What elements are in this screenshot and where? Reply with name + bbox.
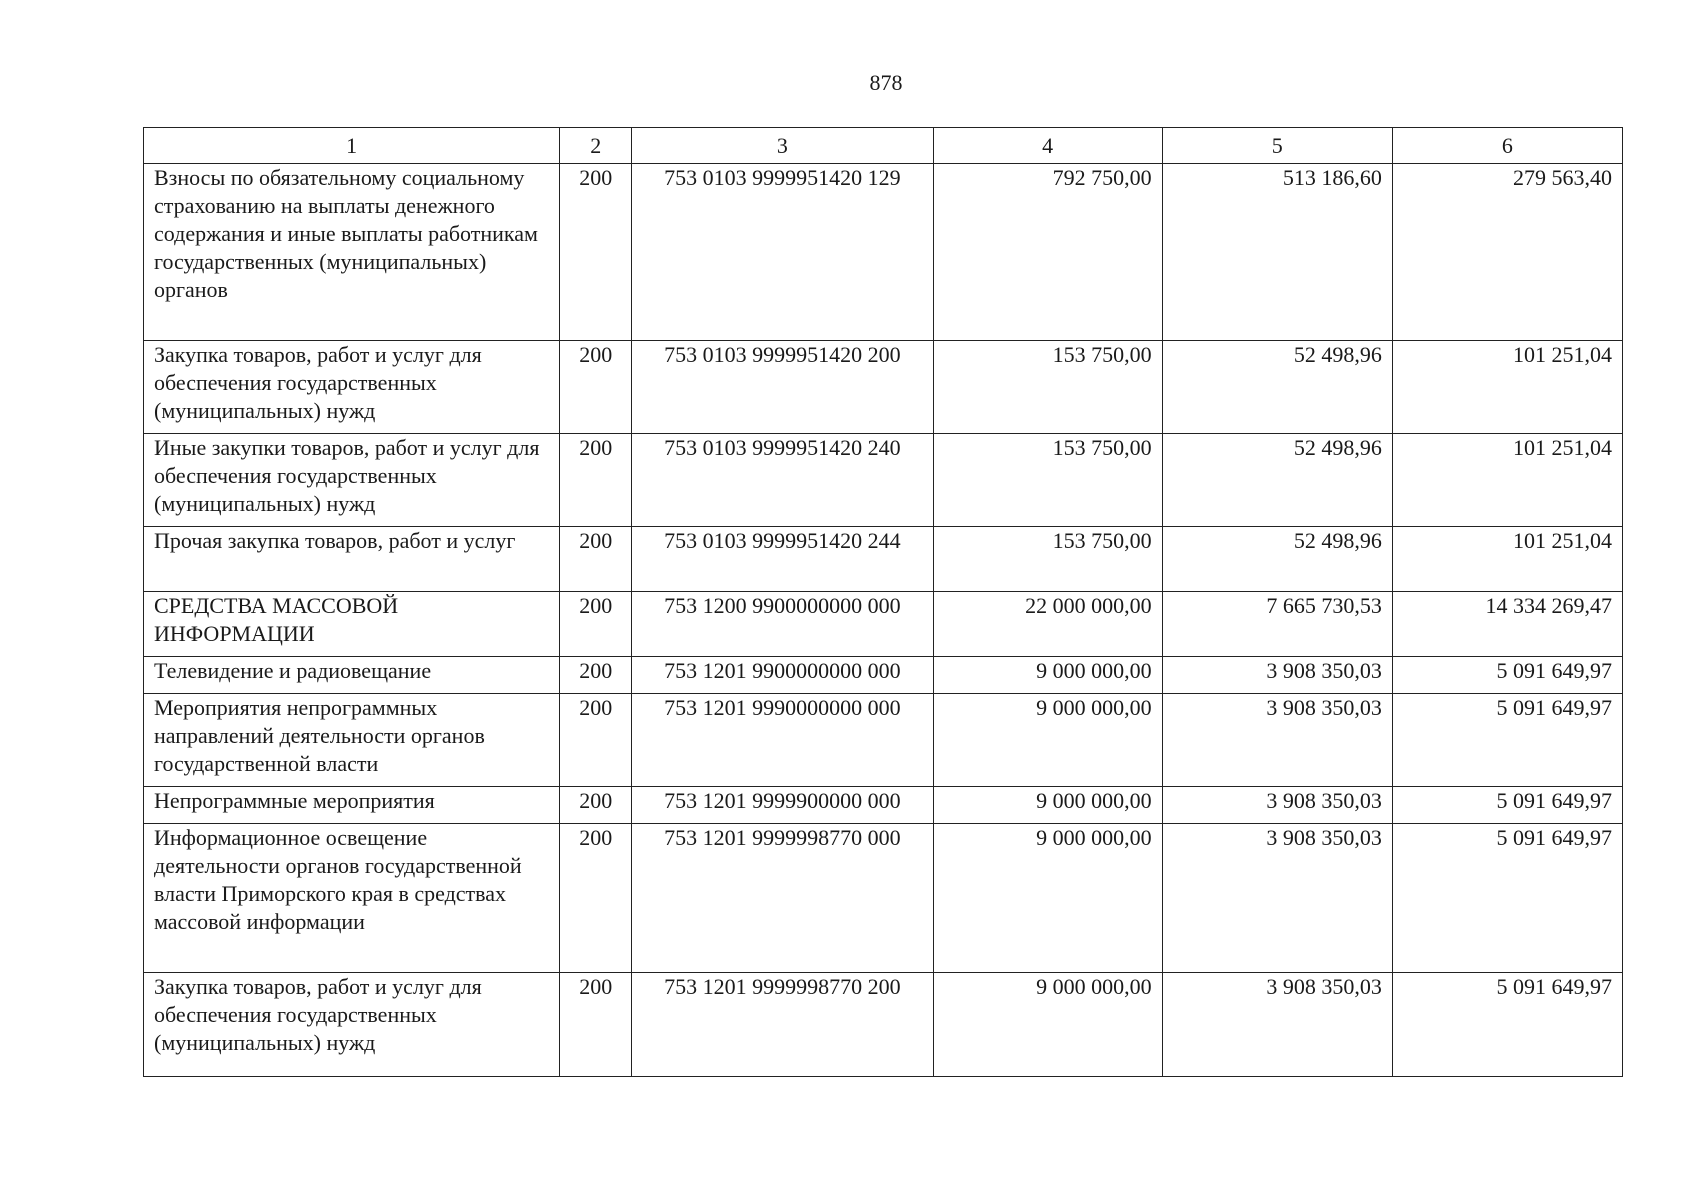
row-value-5: 3 908 350,03 bbox=[1162, 973, 1392, 1077]
row-line-code: 200 bbox=[560, 527, 632, 592]
row-name: Непрограммные мероприятия bbox=[144, 787, 560, 824]
table-row bbox=[144, 592, 1623, 657]
row-name: Прочая закупка товаров, работ и услуг bbox=[144, 527, 560, 592]
row-name: СРЕДСТВА МАССОВОЙ ИНФОРМАЦИИ bbox=[144, 592, 560, 657]
row-budget-code: 753 0103 9999951420 244 bbox=[632, 527, 933, 592]
table-row bbox=[144, 434, 1623, 527]
row-value-6: 101 251,04 bbox=[1392, 434, 1622, 527]
row-value-4: 9 000 000,00 bbox=[933, 824, 1162, 973]
row-name: Информационное освещение деятельности органов государственной власти Приморского края в средствах массовой информации bbox=[144, 824, 560, 973]
row-budget-code: 753 1201 9900000000 000 bbox=[632, 657, 933, 694]
row-name: Телевидение и радиовещание bbox=[144, 657, 560, 694]
table-row bbox=[144, 973, 1623, 1077]
row-line-code: 200 bbox=[560, 824, 632, 973]
row-value-5: 3 908 350,03 bbox=[1162, 694, 1392, 787]
row-value-5: 3 908 350,03 bbox=[1162, 657, 1392, 694]
column-header-3: 3 bbox=[632, 128, 933, 164]
row-name: Мероприятия непрограммных направлений деятельности органов государственной власти bbox=[144, 694, 560, 787]
row-budget-code: 753 1201 9999998770 000 bbox=[632, 824, 933, 973]
column-header-1: 1 bbox=[144, 128, 560, 164]
row-value-5: 7 665 730,53 bbox=[1162, 592, 1392, 657]
row-value-6: 101 251,04 bbox=[1392, 527, 1622, 592]
row-line-code: 200 bbox=[560, 973, 632, 1077]
row-value-4: 9 000 000,00 bbox=[933, 787, 1162, 824]
row-budget-code: 753 1200 9900000000 000 bbox=[632, 592, 933, 657]
row-value-4: 153 750,00 bbox=[933, 341, 1162, 434]
row-value-6: 5 091 649,97 bbox=[1392, 973, 1622, 1077]
row-value-4: 9 000 000,00 bbox=[933, 694, 1162, 787]
column-header-5: 5 bbox=[1162, 128, 1392, 164]
table-row bbox=[144, 341, 1623, 434]
row-value-6: 5 091 649,97 bbox=[1392, 787, 1622, 824]
page-number: 878 bbox=[869, 70, 903, 95]
row-line-code: 200 bbox=[560, 434, 632, 527]
row-budget-code: 753 1201 9999998770 200 bbox=[632, 973, 933, 1077]
table-row bbox=[144, 527, 1623, 592]
table-row bbox=[144, 787, 1623, 824]
row-value-4: 792 750,00 bbox=[933, 164, 1162, 341]
row-name: Закупка товаров, работ и услуг для обеспечения государственных (муниципальных) нужд bbox=[144, 341, 560, 434]
table-row bbox=[144, 694, 1623, 787]
row-name: Закупка товаров, работ и услуг для обеспечения государственных (муниципальных) нужд bbox=[144, 973, 560, 1077]
row-budget-code: 753 0103 9999951420 200 bbox=[632, 341, 933, 434]
row-line-code: 200 bbox=[560, 694, 632, 787]
row-value-4: 22 000 000,00 bbox=[933, 592, 1162, 657]
column-header-6: 6 bbox=[1392, 128, 1622, 164]
row-name: Иные закупки товаров, работ и услуг для обеспечения государственных (муниципальных) нужд bbox=[144, 434, 560, 527]
row-budget-code: 753 0103 9999951420 129 bbox=[632, 164, 933, 341]
table-row bbox=[144, 657, 1623, 694]
row-value-5: 513 186,60 bbox=[1162, 164, 1392, 341]
row-name: Взносы по обязательному социальному страхованию на выплаты денежного содержания и иные выплаты работникам государственных (муниципальных) органов bbox=[144, 164, 560, 341]
table-row bbox=[144, 164, 1623, 341]
row-value-5: 3 908 350,03 bbox=[1162, 824, 1392, 973]
row-value-4: 153 750,00 bbox=[933, 434, 1162, 527]
row-budget-code: 753 1201 9990000000 000 bbox=[632, 694, 933, 787]
row-value-5: 52 498,96 bbox=[1162, 341, 1392, 434]
row-value-4: 9 000 000,00 bbox=[933, 657, 1162, 694]
row-value-6: 5 091 649,97 bbox=[1392, 694, 1622, 787]
column-header-4: 4 bbox=[933, 128, 1162, 164]
table-header-row bbox=[144, 128, 1623, 164]
row-value-6: 5 091 649,97 bbox=[1392, 824, 1622, 973]
row-value-6: 14 334 269,47 bbox=[1392, 592, 1622, 657]
column-header-2: 2 bbox=[560, 128, 632, 164]
row-line-code: 200 bbox=[560, 341, 632, 434]
row-value-5: 3 908 350,03 bbox=[1162, 787, 1392, 824]
row-value-6: 101 251,04 bbox=[1392, 341, 1622, 434]
row-line-code: 200 bbox=[560, 787, 632, 824]
row-budget-code: 753 0103 9999951420 240 bbox=[632, 434, 933, 527]
row-value-4: 9 000 000,00 bbox=[933, 973, 1162, 1077]
row-budget-code: 753 1201 9999900000 000 bbox=[632, 787, 933, 824]
row-line-code: 200 bbox=[560, 592, 632, 657]
row-value-6: 279 563,40 bbox=[1392, 164, 1622, 341]
row-value-5: 52 498,96 bbox=[1162, 434, 1392, 527]
budget-table bbox=[143, 127, 1623, 1077]
row-value-5: 52 498,96 bbox=[1162, 527, 1392, 592]
row-line-code: 200 bbox=[560, 657, 632, 694]
row-value-6: 5 091 649,97 bbox=[1392, 657, 1622, 694]
row-line-code: 200 bbox=[560, 164, 632, 341]
row-value-4: 153 750,00 bbox=[933, 527, 1162, 592]
table-row bbox=[144, 824, 1623, 973]
